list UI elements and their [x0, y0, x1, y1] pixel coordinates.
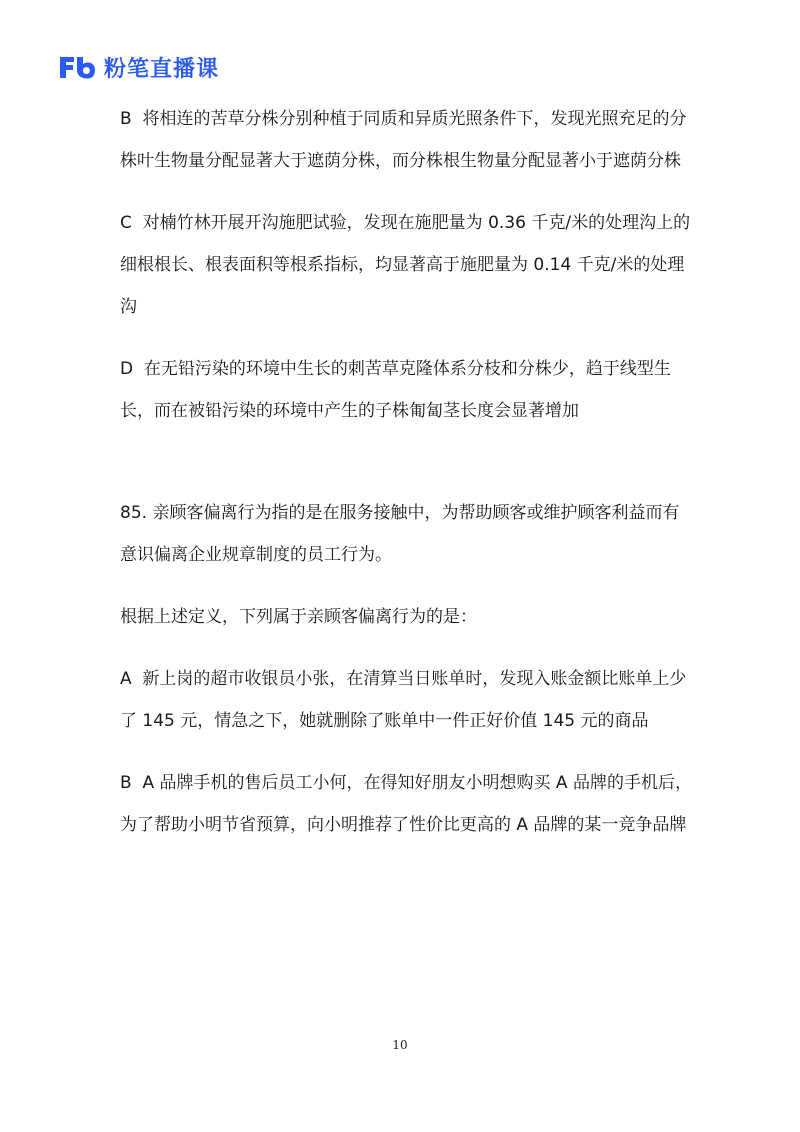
page-number: 10 — [392, 1038, 408, 1052]
q84-option-c: C 对楠竹林开展开沟施肥试验，发现在施肥量为 0.36 千克/米的处理沟上的细根根长、根表面积等根系指标，均显著高于施肥量为 0.14 千克/米的处理沟 — [120, 213, 691, 317]
q84-option-d: D 在无铅污染的环境中生长的刺苦草克隆体系分枝和分株少，趋于线型生长，而在被铅污染的环境中产生的子株匍匐茎长度会显著增加 — [120, 359, 671, 421]
document-body — [120, 98, 695, 846]
fenbi-logo-icon — [58, 54, 96, 80]
q85-option-a: A 新上岗的超市收银员小张，在清算当日账单时，发现入账金额比账单上少了 145 元，情急之下，她就删除了账单中一件正好价值 145 元的商品 — [120, 669, 687, 731]
q85-prompt: 根据上述定义，下列属于亲顾客偏离行为的是： — [120, 607, 477, 627]
brand-name: 粉笔直播课 — [104, 56, 220, 82]
brand-logo — [58, 52, 219, 82]
q85-definition: 85. 亲顾客偏离行为指的是在服务接触中，为帮助顾客或维护顾客利益而有意识偏离企业规章制度的员工行为。 — [120, 503, 680, 565]
q84-option-b: B 将相连的苦草分株分别种植于同质和异质光照条件下，发现光照充足的分株叶生物量分配显著大于遮荫分株，而分株根生物量分配显著小于遮荫分株 — [120, 109, 687, 171]
q85-option-b: B A 品牌手机的售后员工小何，在得知好朋友小明想购买 A 品牌的手机后，为了帮助小明节省预算，向小明推荐了性价比更高的 A 品牌的某一竞争品牌 — [120, 773, 692, 835]
